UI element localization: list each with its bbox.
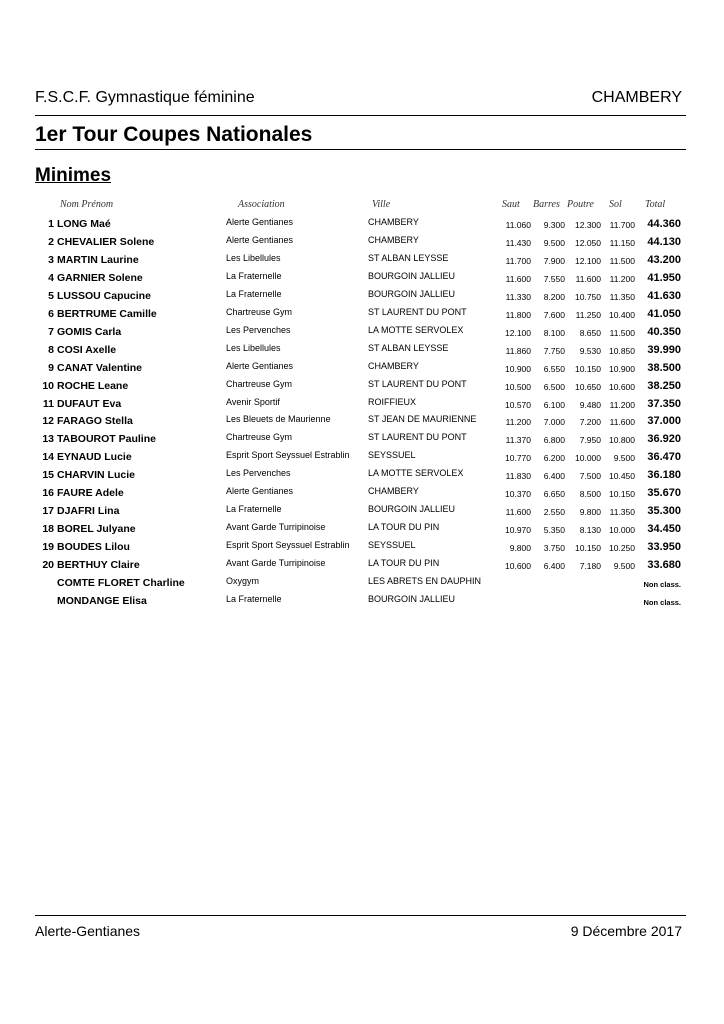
poutre-cell: 9.480 — [579, 399, 601, 410]
association-cell: Avenir Sportif — [226, 396, 280, 407]
poutre-cell: 8.650 — [579, 327, 601, 338]
poutre-cell: 10.000 — [575, 453, 601, 464]
saut-cell: 10.570 — [505, 399, 531, 410]
sol-cell: 10.600 — [609, 381, 635, 392]
table-row — [0, 483, 724, 501]
table-row — [0, 429, 724, 447]
association-cell: La Fraternelle — [226, 288, 282, 299]
sol-cell: 11.200 — [609, 399, 635, 410]
saut-cell: 11.600 — [505, 507, 531, 518]
sol-cell: 11.600 — [609, 417, 635, 428]
sol-cell: 11.350 — [609, 507, 635, 518]
association-cell: Chartreuse Gym — [226, 378, 293, 389]
ville-cell: ST ALBAN LEYSSE — [368, 342, 449, 353]
barres-cell: 6.500 — [543, 381, 565, 392]
name-cell: BOUDES Lilou — [57, 541, 130, 554]
name-cell: BERTRUME Camille — [57, 307, 157, 320]
barres-cell: 7.900 — [543, 255, 565, 266]
total-cell: 39.990 — [647, 343, 681, 356]
name-cell: GARNIER Solene — [57, 271, 143, 284]
sol-cell: 10.000 — [609, 525, 635, 536]
footer-divider — [35, 915, 686, 916]
rank-cell: 11 — [42, 397, 54, 410]
col-header-name: Nom Prénom — [60, 199, 114, 210]
table-row — [0, 232, 724, 250]
total-cell: 44.130 — [647, 235, 681, 248]
name-cell: CHARVIN Lucie — [57, 469, 135, 482]
barres-cell: 2.550 — [543, 507, 565, 518]
ville-cell: BOURGOIN JALLIEU — [368, 504, 456, 515]
saut-cell: 11.860 — [505, 345, 531, 356]
barres-cell: 6.550 — [543, 363, 565, 374]
table-row — [0, 411, 724, 429]
saut-cell: 12.100 — [505, 327, 531, 338]
association-cell: Esprit Sport Seyssuel Estrablin — [226, 540, 350, 551]
rank-cell: 20 — [42, 559, 54, 572]
rank-cell: 9 — [48, 361, 54, 374]
barres-cell: 6.400 — [543, 471, 565, 482]
saut-cell: 10.500 — [505, 381, 531, 392]
sol-cell: 10.900 — [609, 363, 635, 374]
association-cell: Les Libellules — [226, 342, 281, 353]
name-cell: DUFAUT Eva — [57, 397, 122, 410]
total-cell: 43.200 — [647, 253, 681, 266]
total-cell: 38.500 — [647, 361, 681, 374]
association-cell: Chartreuse Gym — [226, 306, 293, 317]
total-cell: 36.470 — [647, 451, 681, 464]
saut-cell: 10.600 — [505, 561, 531, 572]
saut-cell: 9.800 — [509, 543, 531, 554]
association-cell: Alerte Gentianes — [226, 486, 294, 497]
ville-cell: CHAMBERY — [368, 486, 419, 497]
poutre-cell: 8.130 — [579, 525, 601, 536]
ville-cell: SEYSSUEL — [368, 540, 416, 551]
barres-cell: 5.350 — [543, 525, 565, 536]
poutre-cell: 7.500 — [579, 471, 601, 482]
col-header-sol: Sol — [609, 199, 622, 210]
ville-cell: LA MOTTE SERVOLEX — [368, 324, 464, 335]
association-cell: La Fraternelle — [226, 593, 282, 604]
poutre-cell: 12.300 — [575, 220, 601, 230]
col-header-total: Total — [645, 199, 666, 210]
table-row — [0, 519, 724, 537]
saut-cell: 11.060 — [505, 220, 531, 230]
rank-cell: 16 — [42, 487, 54, 500]
sol-cell: 10.250 — [609, 543, 635, 554]
total-cell: 35.300 — [647, 505, 681, 518]
table-row — [0, 501, 724, 519]
association-cell: Esprit Sport Seyssuel Estrablin — [226, 450, 350, 461]
name-cell: ROCHE Leane — [57, 379, 129, 392]
saut-cell: 10.970 — [505, 525, 531, 536]
association-cell: Avant Garde Turripinoise — [226, 522, 326, 533]
barres-cell: 7.600 — [543, 309, 565, 320]
barres-cell: 8.200 — [543, 291, 565, 302]
table-row — [0, 376, 724, 394]
sol-cell: 11.500 — [609, 255, 635, 266]
table-row — [0, 214, 724, 232]
name-cell: COMTE FLORET Charline — [57, 577, 185, 589]
saut-cell: 10.770 — [505, 453, 531, 464]
ville-cell: LES ABRETS EN DAUPHIN — [368, 576, 482, 586]
page-title: 1er Tour Coupes Nationales — [35, 123, 313, 146]
title-divider — [35, 149, 686, 150]
saut-cell: 11.700 — [505, 255, 531, 266]
name-cell: MONDANGE Elisa — [57, 594, 147, 607]
saut-cell: 11.200 — [505, 417, 531, 428]
poutre-cell: 12.050 — [575, 237, 601, 248]
sol-cell: 9.500 — [613, 561, 635, 572]
rank-cell: 10 — [42, 379, 54, 392]
association-cell: Les Pervenches — [226, 468, 291, 479]
name-cell: FAURE Adele — [57, 487, 124, 500]
rank-cell: 6 — [48, 307, 54, 320]
ville-cell: CHAMBERY — [368, 360, 419, 371]
sol-cell: 11.350 — [609, 291, 635, 302]
col-header-poutre: Poutre — [567, 199, 594, 210]
table-row — [0, 465, 724, 483]
poutre-cell: 10.750 — [575, 291, 601, 302]
poutre-cell: 12.100 — [575, 255, 601, 266]
ville-cell: ST JEAN DE MAURIENNE — [368, 414, 477, 425]
total-cell: 34.450 — [647, 523, 681, 536]
barres-cell: 8.100 — [543, 327, 565, 338]
name-cell: FARAGO Stella — [57, 415, 133, 428]
total-cell: 40.350 — [647, 325, 681, 338]
poutre-cell: 10.150 — [575, 363, 601, 374]
saut-cell: 11.800 — [505, 309, 531, 320]
rank-cell: 8 — [48, 343, 54, 356]
total-cell: 41.950 — [647, 271, 681, 284]
table-row — [0, 447, 724, 465]
total-cell: 41.050 — [647, 307, 681, 320]
barres-cell: 6.200 — [543, 453, 565, 464]
name-cell: CANAT Valentine — [57, 361, 142, 374]
sol-cell: 11.150 — [609, 237, 635, 248]
poutre-cell: 9.530 — [579, 345, 601, 356]
table-row — [0, 250, 724, 268]
table-row — [0, 537, 724, 555]
name-cell: EYNAUD Lucie — [57, 451, 132, 464]
table-row — [0, 394, 724, 412]
name-cell: COSI Axelle — [57, 343, 117, 356]
sol-cell: 11.500 — [609, 327, 635, 338]
poutre-cell: 11.600 — [575, 273, 601, 284]
sol-cell: 10.850 — [609, 345, 635, 356]
total-cell: 33.950 — [647, 541, 681, 554]
rank-cell: 4 — [48, 271, 54, 284]
total-cell: 36.180 — [647, 469, 681, 482]
association-cell: La Fraternelle — [226, 270, 282, 281]
poutre-cell: 9.800 — [579, 507, 601, 518]
sol-cell: 11.200 — [609, 273, 635, 284]
city-label: CHAMBERY — [591, 89, 682, 106]
federation-label: F.S.C.F. Gymnastique féminine — [35, 89, 255, 106]
table-row — [0, 304, 724, 322]
ville-cell: ROIFFIEUX — [368, 396, 417, 407]
rank-cell: 18 — [42, 523, 54, 536]
total-cell: 37.350 — [647, 397, 681, 410]
association-cell: Oxygym — [226, 576, 260, 586]
rank-cell: 15 — [42, 469, 54, 482]
ville-cell: SEYSSUEL — [368, 450, 416, 461]
association-cell: La Fraternelle — [226, 504, 282, 515]
barres-cell: 7.550 — [543, 273, 565, 284]
poutre-cell: 7.200 — [579, 417, 601, 428]
total-cell: 35.670 — [647, 487, 681, 500]
col-header-barres: Barres — [533, 199, 560, 210]
name-cell: GOMIS Carla — [57, 325, 122, 338]
saut-cell: 11.830 — [505, 471, 531, 482]
association-cell: Les Libellules — [226, 252, 281, 263]
name-cell: LUSSOU Capucine — [57, 289, 151, 302]
association-cell: Chartreuse Gym — [226, 432, 293, 443]
sol-cell: 10.150 — [609, 489, 635, 500]
sol-cell: 9.500 — [613, 453, 635, 464]
name-cell: DJAFRI Lina — [57, 505, 120, 518]
ville-cell: CHAMBERY — [368, 217, 419, 227]
col-header-association: Association — [238, 199, 285, 210]
sol-cell: 10.800 — [609, 435, 635, 446]
rank-cell: 12 — [42, 415, 54, 428]
total-cell: 36.920 — [647, 433, 681, 446]
ville-cell: LA TOUR DU PIN — [368, 558, 440, 569]
footer-date: 9 Décembre 2017 — [570, 923, 682, 939]
ville-cell: ST ALBAN LEYSSE — [368, 252, 449, 263]
saut-cell: 11.430 — [505, 237, 531, 248]
rank-cell: 2 — [48, 235, 54, 248]
category-title: Minimes — [35, 165, 112, 186]
poutre-cell: 11.250 — [575, 309, 601, 320]
total-cell: 41.630 — [647, 289, 681, 302]
rank-cell: 3 — [48, 253, 54, 266]
footer-club: Alerte-Gentianes — [35, 923, 141, 939]
poutre-cell: 7.180 — [579, 561, 601, 572]
status-cell: Non class. — [643, 580, 681, 589]
name-cell: TABOUROT Pauline — [57, 433, 156, 446]
name-cell: LONG Maé — [57, 218, 111, 230]
ville-cell: ST LAURENT DU PONT — [368, 378, 467, 389]
name-cell: BOREL Julyane — [57, 523, 136, 536]
barres-cell: 6.800 — [543, 435, 565, 446]
saut-cell: 11.370 — [505, 435, 531, 446]
ville-cell: ST LAURENT DU PONT — [368, 432, 467, 443]
ville-cell: BOURGOIN JALLIEU — [368, 288, 456, 299]
rank-cell: 13 — [42, 433, 54, 446]
rank-cell: 5 — [48, 289, 54, 302]
rank-cell: 17 — [42, 505, 54, 518]
rank-cell: 7 — [48, 325, 54, 338]
poutre-cell: 10.150 — [575, 543, 601, 554]
ville-cell: BOURGOIN JALLIEU — [368, 270, 456, 281]
sol-cell: 10.450 — [609, 471, 635, 482]
association-cell: Alerte Gentianes — [226, 217, 294, 227]
col-header-saut: Saut — [502, 199, 520, 210]
barres-cell: 6.100 — [543, 399, 565, 410]
association-cell: Avant Garde Turripinoise — [226, 558, 326, 569]
rank-cell: 19 — [42, 541, 54, 554]
poutre-cell: 10.650 — [575, 381, 601, 392]
ville-cell: BOURGOIN JALLIEU — [368, 593, 456, 604]
poutre-cell: 8.500 — [579, 489, 601, 500]
poutre-cell: 7.950 — [579, 435, 601, 446]
saut-cell: 11.330 — [505, 291, 531, 302]
header-divider — [35, 115, 686, 116]
total-cell: 44.360 — [647, 218, 681, 230]
table-row — [0, 555, 724, 573]
table-row — [0, 340, 724, 358]
table-row — [0, 358, 724, 376]
table-row — [0, 268, 724, 286]
saut-cell: 10.900 — [505, 363, 531, 374]
saut-cell: 11.600 — [505, 273, 531, 284]
association-cell: Alerte Gentianes — [226, 234, 294, 245]
name-cell: BERTHUY Claire — [57, 559, 140, 572]
name-cell: MARTIN Laurine — [57, 253, 139, 266]
barres-cell: 7.000 — [543, 417, 565, 428]
total-cell: 37.000 — [647, 415, 681, 428]
association-cell: Les Pervenches — [226, 324, 291, 335]
table-row — [0, 591, 724, 609]
association-cell: Les Bleuets de Maurienne — [226, 414, 331, 425]
ville-cell: LA MOTTE SERVOLEX — [368, 468, 464, 479]
barres-cell: 9.300 — [543, 220, 565, 230]
ville-cell: ST LAURENT DU PONT — [368, 306, 467, 317]
sol-cell: 10.400 — [609, 309, 635, 320]
table-row — [0, 286, 724, 304]
barres-cell: 6.650 — [543, 489, 565, 500]
col-header-ville: Ville — [372, 199, 391, 210]
barres-cell: 3.750 — [543, 543, 565, 554]
rank-cell: 14 — [42, 451, 54, 464]
rank-cell: 1 — [48, 218, 54, 230]
barres-cell: 7.750 — [543, 345, 565, 356]
name-cell: CHEVALIER Solene — [57, 235, 155, 248]
sol-cell: 11.700 — [609, 220, 635, 230]
total-cell: 33.680 — [647, 559, 681, 572]
total-cell: 38.250 — [647, 379, 681, 392]
table-row — [0, 322, 724, 340]
association-cell: Alerte Gentianes — [226, 360, 294, 371]
ville-cell: LA TOUR DU PIN — [368, 522, 440, 533]
saut-cell: 10.370 — [505, 489, 531, 500]
status-cell: Non class. — [643, 597, 681, 607]
barres-cell: 9.500 — [543, 237, 565, 248]
barres-cell: 6.400 — [543, 561, 565, 572]
ville-cell: CHAMBERY — [368, 234, 419, 245]
table-row — [0, 573, 724, 591]
